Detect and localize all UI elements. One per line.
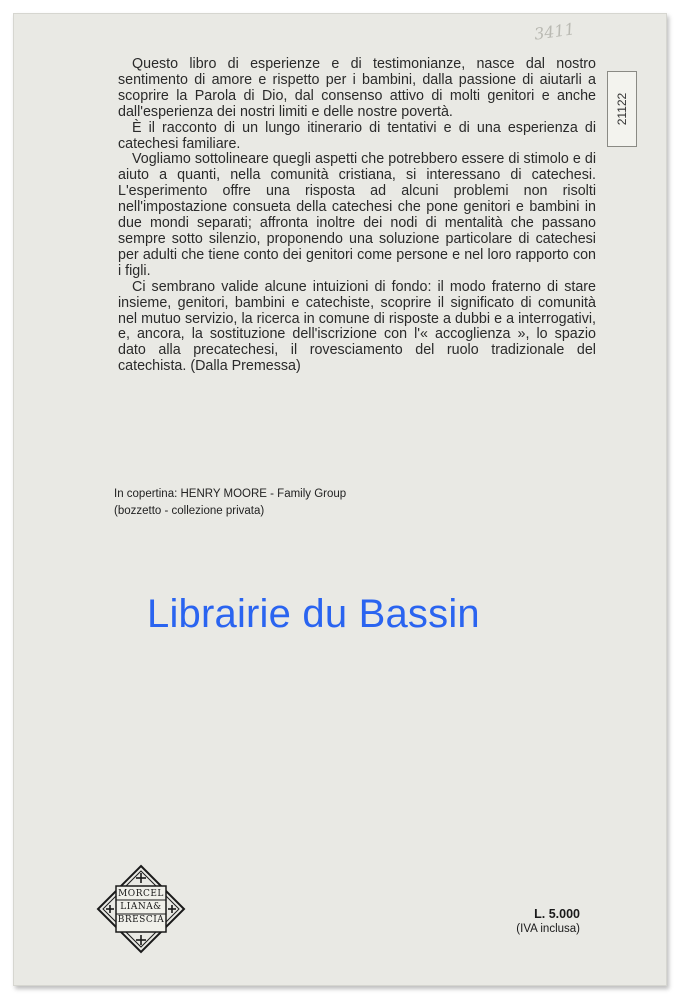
blurb-text — [118, 57, 596, 375]
publisher-name-line-3: BRESCIA — [117, 915, 165, 925]
inventory-sticker — [607, 71, 637, 147]
blurb-paragraph-1: Questo libro di esperienze e di testimonianze, nasce dal nostro sentimento di amore e rispetto per i bambini, dalla passione di aiutarli a scoprire la Parola di Dio, dal consenso attivo di molti genitori e anche dall'esperienza dei nostri limiti e delle nostre povertà. — [118, 56, 596, 120]
book-back-cover — [13, 13, 667, 986]
price-amount: L. 5.000 — [534, 907, 580, 921]
inventory-number: 21122 — [615, 92, 629, 126]
price-vat-note: (IVA inclusa) — [516, 923, 580, 935]
publisher-name — [116, 888, 166, 927]
price-block — [516, 906, 580, 936]
cover-caption-line-2: (bozzetto - collezione privata) — [114, 505, 265, 517]
bookseller-watermark: Librairie du Bassin — [147, 592, 480, 636]
publisher-name-line-2: LIANA& — [120, 902, 162, 912]
pencil-note: 3411 — [532, 19, 576, 44]
publisher-name-line-1: MORCEL — [118, 889, 164, 899]
publisher-crest-icon — [96, 864, 186, 954]
blurb-paragraph-2: È il racconto di un lungo itinerario di tentativi e di una esperienza di catechesi familiare. — [118, 119, 596, 152]
cover-caption-line-1: In copertina: HENRY MOORE - Family Group — [114, 488, 347, 500]
cover-caption — [114, 486, 346, 520]
blurb-paragraph-3: Vogliamo sottolineare quegli aspetti che potrebbero essere di stimolo e di aiuto a quanti, nella comunità cristiana, si interessano di catechesi. L'esperimento offre una risposta ad alcuni problemi non risolti nell'impostazione consueta della catechesi che pone genitori e bambini in due mondi separati; affronta inoltre dei nodi di mentalità che passano sempre sotto silenzio, proponendo una soluzione particolare di catechesi per adulti che tiene conto dei genitori come persone e nel loro rapporto con i figli. — [118, 151, 596, 279]
blurb-paragraph-4: Ci sembrano valide alcune intuizioni di fondo: il modo fraterno di stare insieme, genitori, bambini e catechiste, scoprire il significato di comunità nel mutuo servizio, la ricerca in comune di risposte a dubbi e a interrogativi, e, ancora, la sostituzione dell'iscrizione con l'« accoglienza », lo spazio dato alla precatechesi, il rovesciamento del ruolo tradizionale del catechista. (Dalla Premessa) — [118, 278, 596, 375]
